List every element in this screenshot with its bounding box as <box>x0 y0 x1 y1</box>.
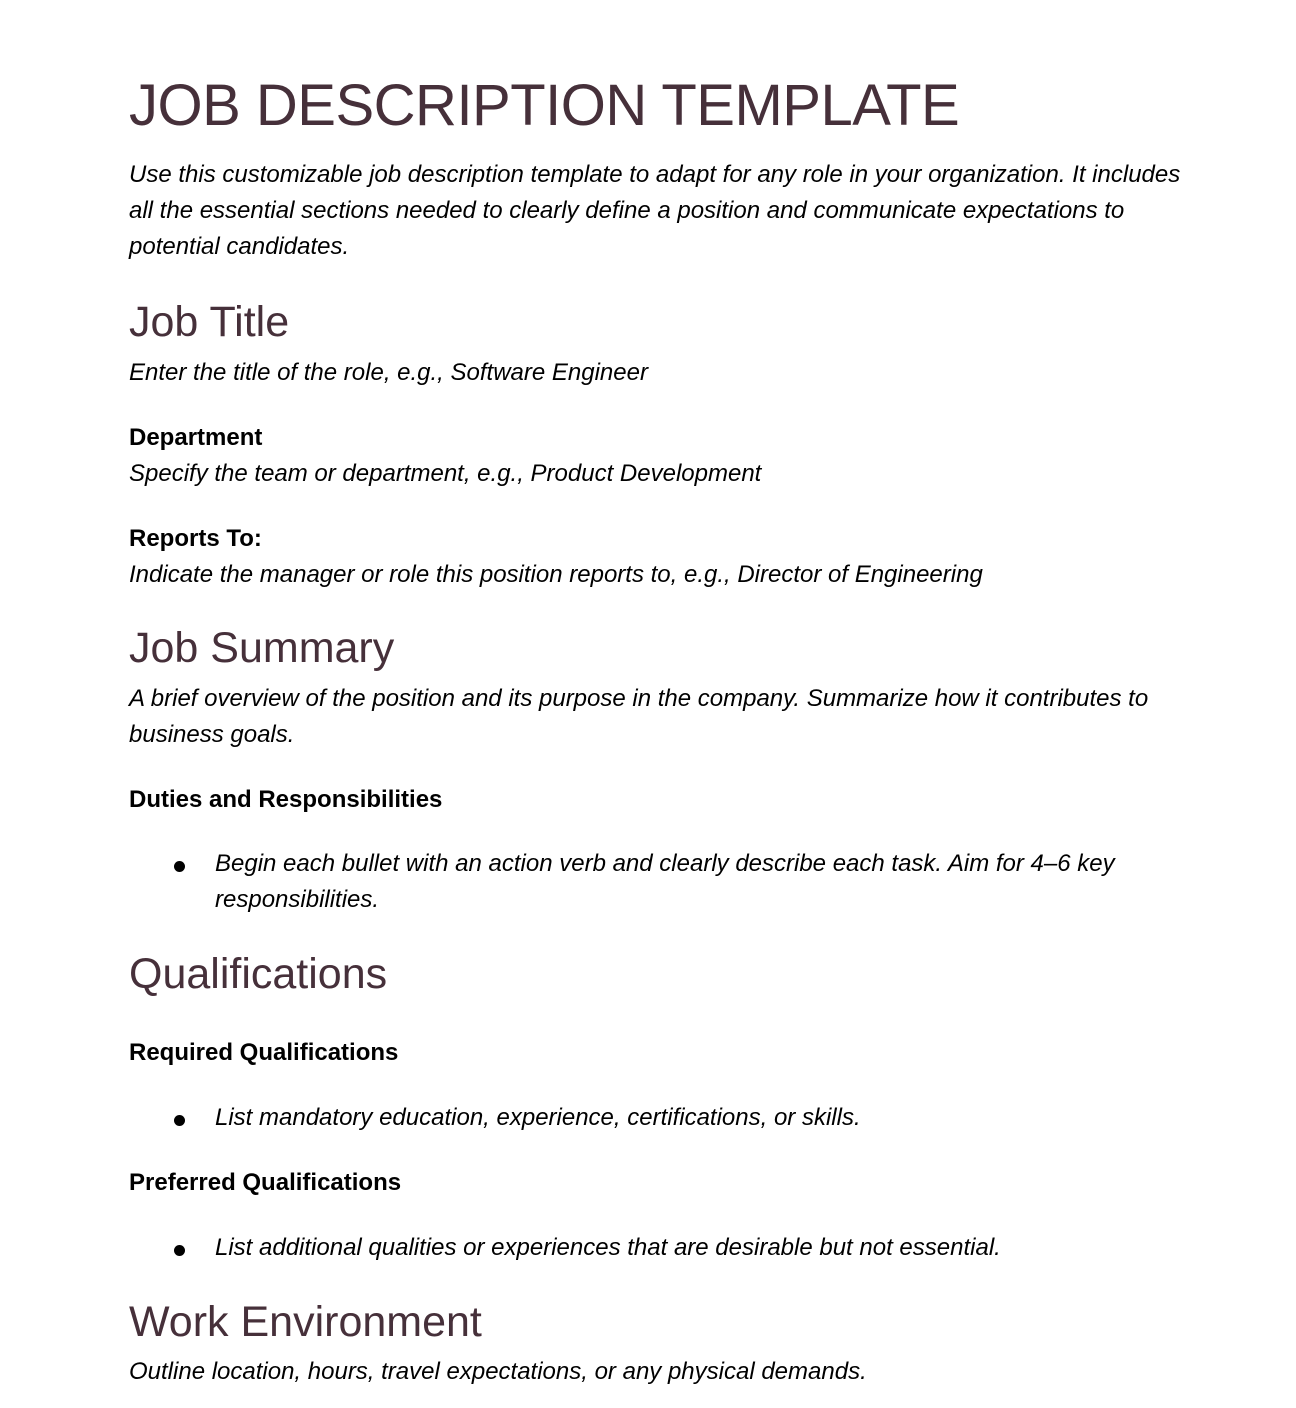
required-bullet-text: List mandatory education, experience, certifications, or skills. <box>215 1104 861 1131</box>
work-environment-text: Outline location, hours, travel expectations, or any physical demands. <box>129 1358 867 1385</box>
job-summary-text: A brief overview of the position and its purpose in the company. Summarize how it contributes to business goals. <box>129 685 1149 748</box>
document-title: JOB DESCRIPTION TEMPLATE <box>129 73 960 138</box>
bullet-icon <box>174 1245 185 1256</box>
bullet-icon <box>174 1115 185 1126</box>
duties-bullet-text: Begin each bullet with an action verb and clearly describe each task. Aim for 4–6 key responsibilities. <box>215 850 1115 913</box>
department-heading: Department <box>129 424 263 451</box>
job-summary-heading: Job Summary <box>129 624 395 672</box>
preferred-qualifications-heading: Preferred Qualifications <box>129 1169 402 1196</box>
list-item <box>129 846 1219 918</box>
intro-paragraph: Use this customizable job description template to adapt for any role in your organization. It includes all the essential sections needed to clearly define a position and communicate expectations to potential candidates. <box>129 161 1181 260</box>
duties-heading: Duties and Responsibilities <box>129 786 443 813</box>
reports-to-heading: Reports To: <box>129 525 262 552</box>
required-qualifications-heading: Required Qualifications <box>129 1039 399 1066</box>
job-title-heading: Job Title <box>129 298 290 346</box>
list-item <box>129 1100 1219 1136</box>
qualifications-heading: Qualifications <box>129 950 388 998</box>
preferred-bullet-text: List additional qualities or experiences that are desirable but not essential. <box>215 1234 1001 1261</box>
job-title-text: Enter the title of the role, e.g., Software Engineer <box>129 359 648 386</box>
bullet-icon <box>174 861 185 872</box>
work-environment-heading: Work Environment <box>129 1298 482 1346</box>
department-text: Specify the team or department, e.g., Product Development <box>129 460 762 487</box>
reports-to-text: Indicate the manager or role this position reports to, e.g., Director of Engineering <box>129 561 983 588</box>
list-item <box>129 1230 1219 1266</box>
